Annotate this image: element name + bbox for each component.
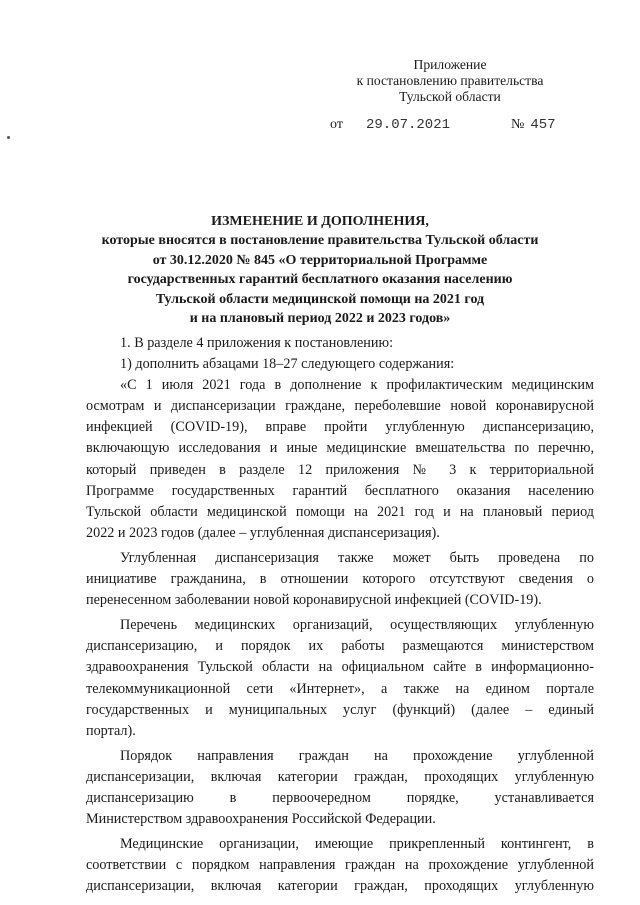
- number-sign: №: [511, 117, 525, 132]
- title-line: государственных гарантий бесплатного оказания населению: [127, 272, 513, 288]
- paragraph-line: диспансеризации, включая категории граждан, проходящих углубленную: [86, 878, 594, 895]
- paragraph-line: Тульской области медицинской помощи на 2021 год и на плановый период: [86, 503, 594, 520]
- paragraph-line: соответствии с порядком направления граждан на прохождение углубленной: [86, 857, 594, 874]
- title-line: и на плановый период 2022 и 2023 годов»: [189, 311, 451, 327]
- paragraph-line: Министерством здравоохранения Российской Федерации.: [86, 811, 436, 828]
- title-line: которые вносятся в постановление правительства Тульской области: [101, 233, 539, 249]
- paragraph-line: перенесенном заболевании новой коронавирусной инфекцией (COVID-19).: [86, 592, 542, 609]
- appendix-line: к постановлению правительства: [356, 73, 544, 88]
- margin-mark: [7, 136, 10, 139]
- paragraph-line: 1) дополнить абзацами 18–27 следующего содержания:: [120, 356, 455, 373]
- paragraph: [86, 746, 594, 830]
- paragraph-line: диспансеризацию в первоочередном порядке, устанавливается: [86, 789, 594, 806]
- paragraph: [86, 333, 594, 354]
- appendix-line: Тульской области: [399, 89, 501, 104]
- paragraph-line: осмотрам и диспансеризации граждане, переболевшие новой коронавирусной: [86, 398, 594, 415]
- title-line: Тульской области медицинской помощи на 2021 год: [155, 291, 485, 307]
- paragraph-line: диспансеризации, включая категории граждан, проходящих углубленную: [86, 768, 594, 785]
- paragraph-line: 2022 и 2023 годов (далее – углубленная диспансеризация).: [86, 524, 440, 541]
- paragraph: [86, 834, 594, 897]
- paragraph: [86, 615, 594, 742]
- paragraph-line: Перечень медицинских организаций, осуществляющих углубленную: [120, 617, 594, 634]
- paragraph-line: который приведен в разделе 12 приложения № 3 к территориальной: [86, 461, 594, 478]
- document-date: 29.07.2021: [366, 117, 451, 133]
- paragraph-line: государственных и муниципальных услуг (функций) (далее – единый: [86, 701, 594, 718]
- title-line: от 30.12.2020 № 845 «О территориальной Программе: [152, 252, 488, 268]
- paragraph: [86, 354, 594, 375]
- paragraph-line: инициативе гражданина, в отношении которого отсутствуют сведения о: [86, 571, 594, 588]
- title-line: ИЗМЕНЕНИЕ И ДОПОЛНЕНИЯ,: [211, 214, 429, 229]
- paragraph: [86, 548, 594, 611]
- paragraph-line: здравоохранения Тульской области на официальном сайте в информационно-: [86, 659, 594, 676]
- appendix-line: Приложение: [413, 57, 487, 72]
- paragraph: [86, 375, 594, 544]
- date-prefix: от: [330, 117, 343, 132]
- paragraph-line: Медицинские организации, имеющие прикрепленный контингент, в: [120, 836, 594, 853]
- paragraph-line: включающую исследования и иные медицинские вмешательства по перечню,: [86, 440, 594, 457]
- paragraph-line: диспансеризацию, и порядок их работы размещаются министерством: [86, 638, 594, 655]
- appendix-header: [320, 57, 580, 105]
- paragraph-line: Порядок направления граждан на прохождение углубленной: [120, 747, 594, 764]
- document-number: [511, 117, 556, 133]
- paragraph-line: портал).: [86, 722, 136, 739]
- paragraph-line: «С 1 июля 2021 года в дополнение к профилактическим медицинским: [120, 377, 594, 394]
- number-value: 457: [530, 117, 556, 133]
- paragraph-line: 1. В разделе 4 приложения к постановлению:: [120, 335, 394, 351]
- document-body: [86, 333, 594, 897]
- paragraph-line: Углубленная диспансеризация также может быть проведена по: [120, 549, 594, 566]
- paragraph-line: Программе государственных гарантий бесплатного оказания населению: [86, 482, 594, 499]
- document-title: [70, 212, 570, 328]
- paragraph-line: телекоммуникационной сети «Интернет», а также на едином портале: [86, 680, 594, 697]
- paragraph-line: инфекцией (COVID-19), вправе пройти углубленную диспансеризацию,: [86, 419, 594, 436]
